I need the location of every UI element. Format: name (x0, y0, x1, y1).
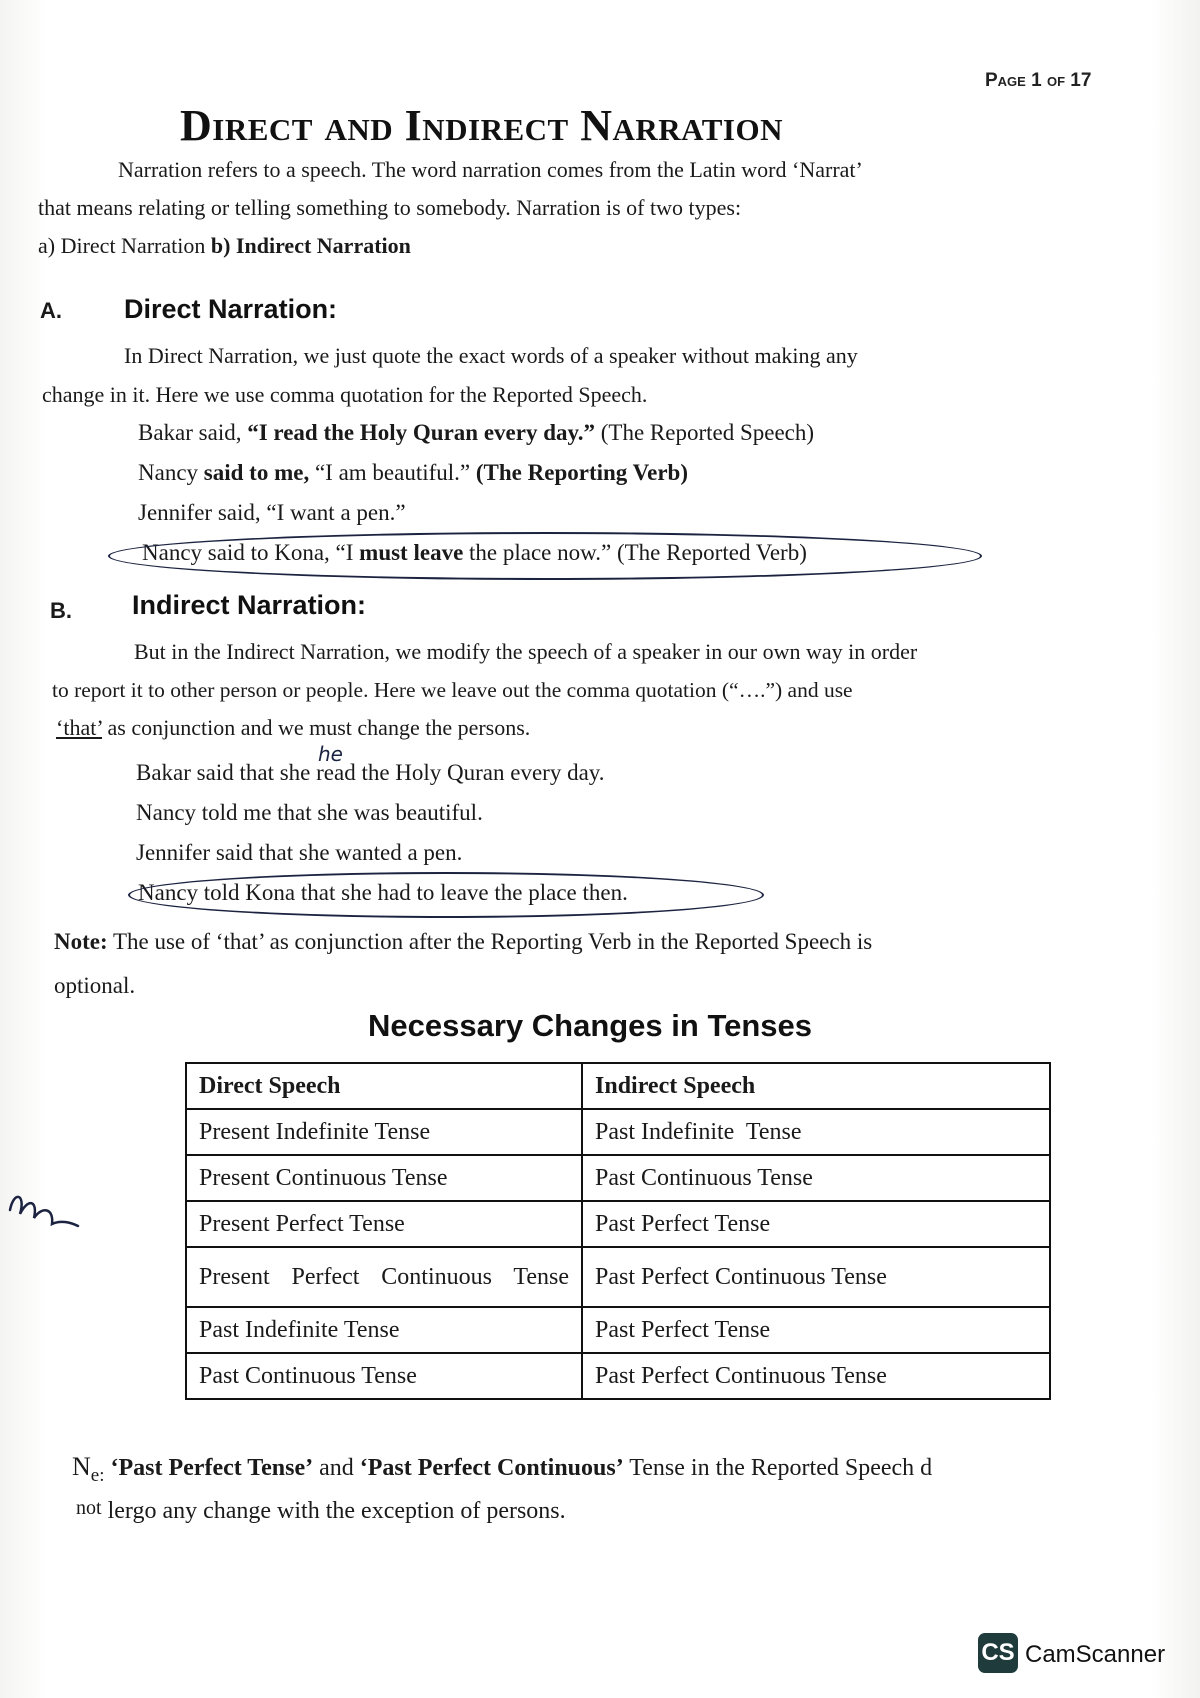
section-b-line-1: But in the Indirect Narration, we modify the speech of a speaker in our own way in order (134, 639, 918, 664)
indirect-cell: Past Continuous Tense (582, 1155, 1050, 1201)
direct-example-2 (138, 460, 688, 486)
note-text: e: (90, 1465, 105, 1486)
header-direct: Direct Speech (186, 1063, 582, 1109)
table-row (186, 1109, 1050, 1155)
page-number (985, 70, 1091, 92)
indirect-example-4: Nancy told Kona that she had to leave the place then. (138, 880, 628, 905)
header-indirect: Indirect Speech (582, 1063, 1050, 1109)
section-a-line-1: In Direct Narration, we just quote the exact words of a speaker without making any (124, 343, 858, 368)
tenses-table (185, 1062, 1051, 1400)
page-label: Page 1 of 17 (985, 70, 1092, 91)
indirect-cell: Past Perfect Tense (582, 1201, 1050, 1247)
table-row (186, 1353, 1050, 1399)
note-bold: ‘Past Perfect Continuous’ (359, 1455, 624, 1481)
table-row (186, 1155, 1050, 1201)
indirect-example-2: Nancy told me that she was beautiful. (136, 800, 483, 825)
section-b-line-3 (56, 708, 530, 748)
indirect-example-3: Jennifer said that she wanted a pen. (136, 840, 463, 865)
direct-example-1 (138, 420, 814, 446)
example-text: (The Reported Speech) (594, 420, 815, 445)
table-row (186, 1201, 1050, 1247)
intro-types (38, 226, 411, 266)
camscanner-brand: CamScanner (1025, 1641, 1166, 1668)
example-text: Jennifer said, “I want a pen.” (138, 500, 406, 525)
indirect-cell: Past Indefinite Tense (582, 1109, 1050, 1155)
type-b: b) Indirect Narration (210, 233, 411, 258)
example-bold: “I read the Holy Quran every day.” (247, 420, 595, 445)
direct-cell: Past Indefinite Tense (186, 1307, 582, 1353)
note-2-line-2 (76, 1498, 566, 1525)
table-row (186, 1247, 1050, 1307)
table-row (186, 1307, 1050, 1353)
table-title: Necessary Changes in Tenses (368, 1008, 812, 1043)
example-bold: must leave (359, 540, 464, 565)
note-2-line-1 (72, 1452, 933, 1486)
section-a-heading: Direct Narration: (124, 294, 338, 324)
indirect-cell: Past Perfect Tense (582, 1307, 1050, 1353)
example-text: Nancy (138, 460, 204, 485)
note-label: Note: (54, 929, 108, 954)
example-text: Bakar said, (138, 420, 248, 445)
example-text: “I am beautiful.” (309, 460, 476, 485)
document-title: Direct and Indirect Narration (180, 101, 783, 150)
note-text: The use of ‘that’ as conjunction after the Reporting Verb in the Reported Speech is (107, 929, 873, 954)
pen-scribble-mark (4, 1180, 84, 1240)
example-bold: said to me, (203, 460, 310, 485)
section-b-heading: Indirect Narration: (132, 590, 367, 620)
indirect-cell: Past Perfect Continuous Tense (582, 1247, 1050, 1307)
section-a-line-2: change in it. Here we use comma quotation for the Reported Speech. (42, 382, 648, 407)
note-bold: ‘Past Perfect Tense’ (110, 1455, 314, 1481)
direct-cell: Present Perfect Tense (186, 1201, 582, 1247)
line-text: as conjunction and we must change the persons. (102, 715, 531, 740)
direct-cell: Present Perfect Continuous Tense (186, 1247, 582, 1307)
direct-cell: Present Continuous Tense (186, 1155, 582, 1201)
camscanner-logo: CS (978, 1633, 1018, 1673)
direct-cell: Present Indefinite Tense (186, 1109, 582, 1155)
direct-example-3 (138, 500, 406, 526)
that-quote: ‘that’ (56, 715, 103, 740)
note-text: and (313, 1455, 360, 1481)
note-text: N (72, 1452, 91, 1481)
type-a: a) Direct Narration (38, 233, 206, 258)
direct-cell: Past Continuous Tense (186, 1353, 582, 1399)
example-text: Nancy said to Kona, “I (142, 540, 360, 565)
section-b-line-2: to report it to other person or people. Here we leave out the comma quotation (“….”) and use (52, 678, 853, 702)
intro-line-1: Narration refers to a speech. The word narration comes from the Latin word ‘Narrat’ (118, 157, 863, 182)
handwritten-correction: he (318, 742, 343, 766)
section-b-letter: B. (50, 598, 72, 623)
direct-example-4 (142, 540, 807, 566)
indirect-cell: Past Perfect Continuous Tense (582, 1353, 1050, 1399)
example-bold: (The Reporting Verb) (475, 460, 688, 485)
note-text: lergo any change with the exception of persons. (107, 1498, 566, 1524)
note-1-line-2: optional. (54, 973, 136, 998)
note-text: not (76, 1497, 102, 1519)
section-a-letter: A. (40, 298, 62, 323)
table-header-row (186, 1063, 1050, 1109)
indirect-example-1: Bakar said that she read the Holy Quran every day. (136, 760, 605, 785)
note-1-line-1 (54, 922, 872, 962)
note-text: Tense in the Reported Speech d (623, 1455, 933, 1481)
example-text: the place now.” (The Reported Verb) (463, 540, 807, 565)
intro-line-2: that means relating or telling something to somebody. Narration is of two types: (38, 195, 742, 220)
